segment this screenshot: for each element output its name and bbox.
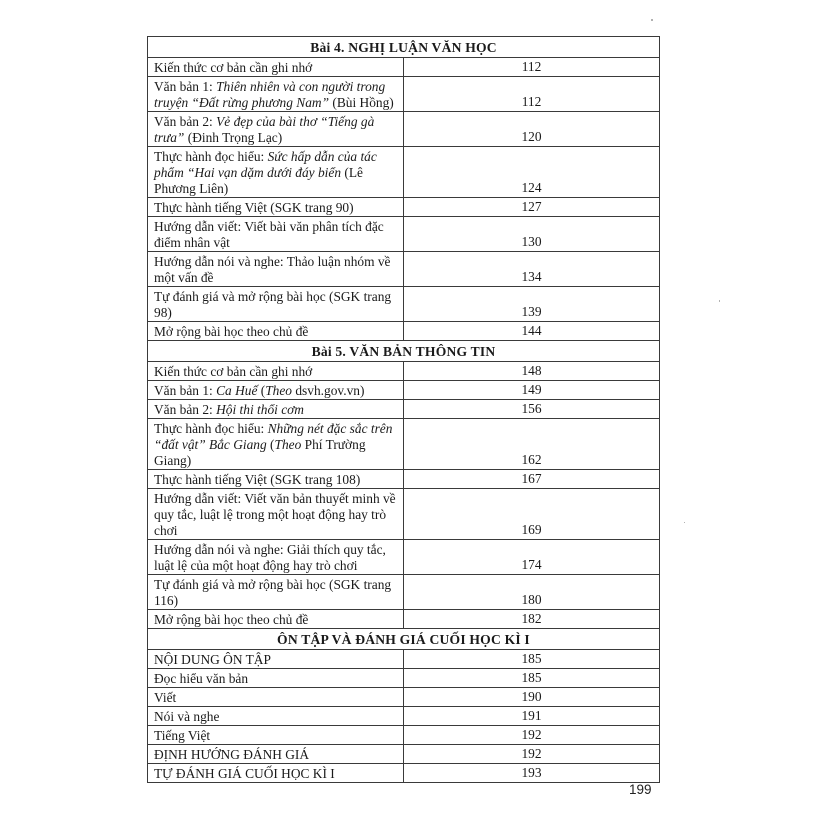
- entry-title-italic: Theo: [274, 437, 302, 452]
- entry-title-text: Tự đánh giá và mở rộng bài học (SGK trang 116): [154, 577, 392, 608]
- entry-title-text: Thực hành đọc hiểu:: [154, 421, 268, 436]
- entry-title-text: Hướng dẫn viết: Viết bài văn phân tích đặc điểm nhân vật: [154, 219, 384, 250]
- entry-page-number: 185: [404, 650, 660, 669]
- entry-title-italic: Sức hấp dẫn của tác phẩm “Hai vạn dặm dưới đáy biển: [154, 149, 377, 180]
- entry-title-text: Nói và nghe: [154, 709, 220, 724]
- entry-title-text: Văn bản 1:: [154, 79, 217, 94]
- toc-entry: [148, 540, 660, 575]
- section-header: [148, 341, 660, 362]
- entry-page-number: 134: [404, 252, 660, 287]
- entry-title-italic: Theo: [265, 383, 293, 398]
- entry-title: [148, 198, 404, 217]
- entry-title-text: Phí Trường Giang): [154, 437, 366, 468]
- entry-page-number: 193: [404, 764, 660, 783]
- entry-title: [148, 112, 404, 147]
- entry-title-text: TỰ ĐÁNH GIÁ CUỐI HỌC KÌ I: [154, 766, 335, 781]
- entry-page-number: 167: [404, 470, 660, 489]
- entry-title-text: (Lê Phương Liên): [154, 165, 363, 196]
- entry-title-text: ĐỊNH HƯỚNG ĐÁNH GIÁ: [154, 747, 310, 762]
- toc-entry: [148, 77, 660, 112]
- entry-title-text: Thực hành đọc hiểu:: [154, 149, 268, 164]
- entry-title-text: Thực hành tiếng Việt (SGK trang 90): [154, 200, 354, 215]
- entry-title: [148, 669, 404, 688]
- toc-entry: [148, 470, 660, 489]
- scan-speck: [651, 19, 653, 21]
- section-title-cell: [148, 629, 660, 650]
- entry-page-number: 192: [404, 726, 660, 745]
- entry-title-text: Văn bản 1:: [154, 383, 217, 398]
- entry-title-text: Đọc hiểu văn bản: [154, 671, 249, 686]
- section-title: Bài 4. NGHỊ LUẬN VĂN HỌC: [310, 40, 497, 55]
- entry-page-number: 180: [404, 575, 660, 610]
- entry-page-number: 127: [404, 198, 660, 217]
- toc-entry: [148, 400, 660, 419]
- entry-page-number: 191: [404, 707, 660, 726]
- entry-title: [148, 217, 404, 252]
- entry-title-italic: Ca Huế: [216, 383, 258, 398]
- page-number: 199: [629, 782, 652, 797]
- section-header: [148, 629, 660, 650]
- toc-entry: [148, 764, 660, 783]
- entry-page-number: 169: [404, 489, 660, 540]
- section-header: [148, 37, 660, 58]
- entry-page-number: 144: [404, 322, 660, 341]
- entry-title: [148, 489, 404, 540]
- entry-title-text: Kiến thức cơ bản cần ghi nhớ: [154, 60, 313, 75]
- toc-entry: [148, 147, 660, 198]
- toc-entry: [148, 217, 660, 252]
- toc-entry: [148, 688, 660, 707]
- entry-title: [148, 400, 404, 419]
- toc-entry: [148, 252, 660, 287]
- entry-title: [148, 540, 404, 575]
- toc-entry: [148, 650, 660, 669]
- entry-page-number: 112: [404, 77, 660, 112]
- toc-entry: [148, 610, 660, 629]
- toc-entry: [148, 745, 660, 764]
- entry-title: [148, 362, 404, 381]
- section-title: Bài 5. VĂN BẢN THÔNG TIN: [311, 344, 496, 359]
- entry-title: [148, 470, 404, 489]
- toc-entry: [148, 489, 660, 540]
- entry-page-number: 120: [404, 112, 660, 147]
- section-title-cell: [148, 37, 660, 58]
- toc-entry: [148, 58, 660, 77]
- entry-title-italic: Hội thi thổi cơm: [216, 402, 304, 417]
- entry-title: [148, 650, 404, 669]
- entry-title: [148, 147, 404, 198]
- entry-page-number: 149: [404, 381, 660, 400]
- entry-title-italic: Những nét đặc sắc trên “đất vật” Bắc Giang: [154, 421, 393, 452]
- section-title: ÔN TẬP VÀ ĐÁNH GIÁ CUỐI HỌC KÌ I: [277, 632, 530, 647]
- table-of-contents: [147, 36, 660, 783]
- toc-entry: [148, 198, 660, 217]
- entry-title: [148, 58, 404, 77]
- entry-title-text: (: [257, 383, 266, 398]
- scan-speck: [684, 522, 685, 523]
- entry-title: [148, 252, 404, 287]
- entry-title: [148, 726, 404, 745]
- toc-body: [148, 37, 660, 783]
- entry-title: [148, 575, 404, 610]
- entry-page-number: 190: [404, 688, 660, 707]
- entry-page-number: 162: [404, 419, 660, 470]
- entry-page-number: 139: [404, 287, 660, 322]
- entry-title: [148, 688, 404, 707]
- entry-title: [148, 419, 404, 470]
- entry-title-text: Văn bản 2:: [154, 114, 217, 129]
- entry-title-text: dsvh.gov.vn): [292, 383, 365, 398]
- entry-title-text: Mở rộng bài học theo chủ đề: [154, 324, 309, 339]
- entry-title-text: (Đinh Trọng Lạc): [184, 130, 283, 145]
- entry-title-text: Mở rộng bài học theo chủ đề: [154, 612, 309, 627]
- entry-title-text: Viết: [154, 690, 177, 705]
- entry-title-italic: Vẻ đẹp của bài thơ “Tiếng gà trưa”: [154, 114, 375, 145]
- entry-page-number: 130: [404, 217, 660, 252]
- toc-entry: [148, 381, 660, 400]
- toc-entry: [148, 322, 660, 341]
- toc-entry: [148, 287, 660, 322]
- toc-entry: [148, 575, 660, 610]
- section-title-cell: [148, 341, 660, 362]
- entry-title: [148, 745, 404, 764]
- entry-page-number: 124: [404, 147, 660, 198]
- entry-title-text: Tiếng Việt: [154, 728, 211, 743]
- entry-title-text: Hướng dẫn nói và nghe: Thảo luận nhóm về một vấn đề: [154, 254, 391, 285]
- entry-page-number: 185: [404, 669, 660, 688]
- entry-title: [148, 381, 404, 400]
- entry-title-text: Hướng dẫn viết: Viết văn bản thuyết minh về quy tắc, luật lệ trong một hoạt động hay trò chơi: [154, 491, 396, 538]
- entry-page-number: 112: [404, 58, 660, 77]
- entry-title: [148, 764, 404, 783]
- entry-title-text: Hướng dẫn nói và nghe: Giải thích quy tắc, luật lệ của một hoạt động hay trò chơi: [154, 542, 386, 573]
- toc-entry: [148, 362, 660, 381]
- toc-entry: [148, 726, 660, 745]
- entry-page-number: 182: [404, 610, 660, 629]
- entry-page-number: 148: [404, 362, 660, 381]
- entry-title-text: (Bùi Hồng): [329, 95, 394, 110]
- entry-title-text: (: [266, 437, 275, 452]
- toc-entry: [148, 707, 660, 726]
- entry-title: [148, 707, 404, 726]
- entry-page-number: 174: [404, 540, 660, 575]
- entry-page-number: 192: [404, 745, 660, 764]
- entry-title-text: NỘI DUNG ÔN TẬP: [154, 652, 271, 667]
- toc-entry: [148, 419, 660, 470]
- entry-title-text: Văn bản 2:: [154, 402, 217, 417]
- entry-title-italic: Thiên nhiên và con người trong truyện “Đất rừng phương Nam”: [154, 79, 386, 110]
- entry-title: [148, 610, 404, 629]
- entry-page-number: 156: [404, 400, 660, 419]
- toc-entry: [148, 669, 660, 688]
- entry-title-text: Thực hành tiếng Việt (SGK trang 108): [154, 472, 361, 487]
- entry-title-text: Tự đánh giá và mở rộng bài học (SGK trang 98): [154, 289, 392, 320]
- scan-speck: [719, 300, 720, 302]
- toc-entry: [148, 112, 660, 147]
- entry-title-text: Kiến thức cơ bản cần ghi nhớ: [154, 364, 313, 379]
- entry-title: [148, 322, 404, 341]
- entry-title: [148, 77, 404, 112]
- entry-title: [148, 287, 404, 322]
